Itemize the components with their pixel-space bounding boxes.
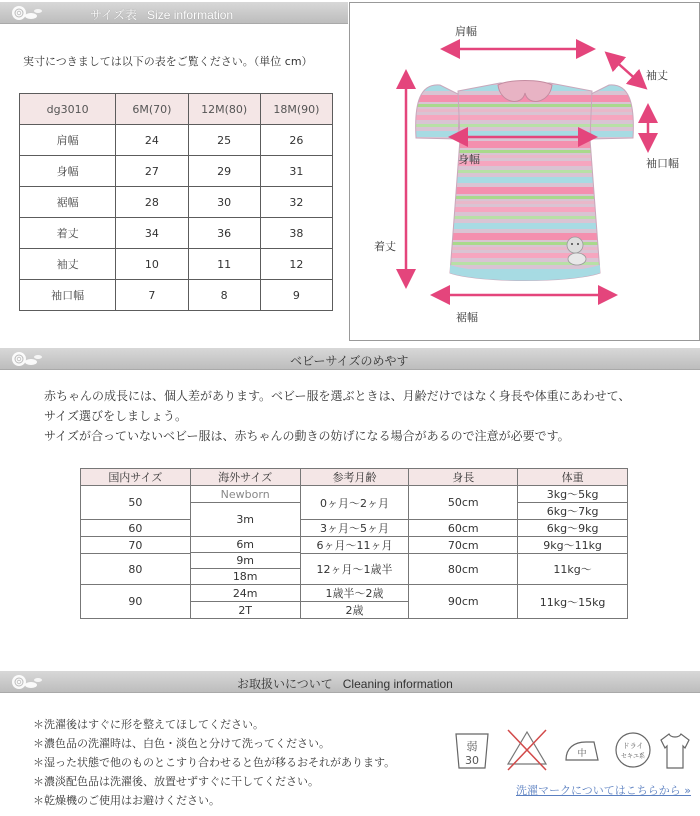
size-row-label: 袖丈 (20, 249, 116, 280)
hang-dry-icon (658, 728, 692, 772)
size-note: 実寸につきましては以下の表をご覧ください。（単位 cm） (23, 55, 313, 68)
age-cell: 6ヶ月〜11ヶ月 (300, 537, 409, 554)
table-row (81, 585, 628, 602)
size-cell: 10 (116, 249, 188, 280)
guide-paragraph: サイズが合っていないベビー服は、赤ちゃんの動きの妨げになる場合があるので注意が必要です。 (44, 429, 570, 443)
size-table-header: 18M(90) (260, 94, 332, 125)
size-info-title-en: Size information (147, 8, 234, 22)
table-row (81, 486, 628, 503)
jp-size-cell: 80 (81, 554, 191, 585)
left-sleeve (416, 85, 460, 139)
guide-table-header: 身長 (409, 469, 518, 486)
size-cell: 9 (260, 280, 332, 311)
size-cell: 12 (260, 249, 332, 280)
right-sleeve (589, 85, 633, 139)
dry-clean-bottom-label: セキユ系 (620, 753, 646, 760)
size-cell: 38 (260, 218, 332, 249)
table-row (20, 280, 333, 311)
shoulder-label: 肩幅 (455, 25, 477, 38)
cleaning-info-title-jp: お取扱いについて (237, 677, 333, 691)
weight-cell: 9kg〜11kg (518, 537, 628, 554)
size-info-header (0, 2, 348, 24)
table-row (20, 218, 333, 249)
size-row-label: 身幅 (20, 156, 116, 187)
jp-size-cell: 60 (81, 520, 191, 537)
length-label: 着丈 (374, 240, 396, 253)
table-row (81, 537, 628, 553)
list-item: ＊乾燥機のご使用はお避けください。 (33, 794, 220, 807)
weight-cell: 6kg〜7kg (518, 503, 628, 520)
sleeve-length-arrow (612, 58, 640, 83)
dry-clean-top-label: ドライ (622, 742, 644, 750)
guide-table-header: 国内サイズ (81, 469, 191, 486)
table-row (20, 187, 333, 218)
overseas-size-cell: 6m (190, 537, 300, 553)
garment-illustration (350, 3, 700, 342)
size-table-header: 12M(80) (188, 94, 260, 125)
table-row (20, 249, 333, 280)
guide-table-header: 体重 (518, 469, 628, 486)
baby-size-table (80, 468, 628, 619)
weight-cell: 11kg〜15kg (518, 585, 628, 619)
size-row-label: 裾幅 (20, 187, 116, 218)
overseas-size-cell: 9m (190, 553, 300, 569)
care-symbols (452, 728, 692, 776)
height-cell: 80cm (409, 554, 518, 585)
height-cell: 90cm (409, 585, 518, 619)
size-cell: 29 (188, 156, 260, 187)
overseas-size-cell: 2T (190, 602, 300, 619)
body-width-label: 身幅 (458, 153, 480, 166)
rose-icon (8, 4, 44, 22)
guide-table-header-row (81, 469, 628, 486)
guide-paragraph: サイズ選びをしましょう。 (44, 409, 188, 423)
wash-strength-label: 弱 (466, 740, 478, 753)
care-symbols-link[interactable]: 洗濯マークについてはこちらから » (516, 784, 692, 797)
age-cell: 3ヶ月〜5ヶ月 (300, 520, 409, 537)
cleaning-info-header (0, 671, 700, 693)
height-cell: 50cm (409, 486, 518, 520)
table-row (20, 156, 333, 187)
jp-size-cell: 70 (81, 537, 191, 554)
size-cell: 34 (116, 218, 188, 249)
size-cell: 11 (188, 249, 260, 280)
guide-table-header: 海外サイズ (190, 469, 300, 486)
sleeve-opening-label: 袖口幅 (646, 157, 679, 170)
iron-level-label: 中 (577, 749, 587, 759)
care-instructions-list (33, 715, 395, 810)
height-cell: 70cm (409, 537, 518, 554)
rose-icon (8, 350, 44, 368)
overseas-size-cell: 24m (190, 585, 300, 602)
rose-icon (8, 673, 44, 691)
guide-table-header: 参考月齢 (300, 469, 409, 486)
age-cell: 1歳半〜2歳 (300, 585, 409, 602)
size-cell: 30 (188, 187, 260, 218)
size-cell: 26 (260, 125, 332, 156)
jp-size-cell: 90 (81, 585, 191, 619)
size-table-header-row (20, 94, 333, 125)
list-item: ＊洗濯後はすぐに形を整えてほしてください。 (33, 718, 264, 731)
jp-size-cell: 50 (81, 486, 191, 520)
sleeve-length-label: 袖丈 (646, 69, 668, 82)
age-cell: 0ヶ月〜2ヶ月 (300, 486, 409, 520)
list-item: ＊濃色品の洗濯時は、白色・淡色と分けて洗ってください。 (33, 737, 330, 750)
dry-clean-icon (612, 728, 654, 772)
age-cell: 12ヶ月〜1歳半 (300, 554, 409, 585)
height-cell: 60cm (409, 520, 518, 537)
baby-size-guide-title: ベビーサイズのめやす (290, 354, 409, 368)
overseas-size-cell: Newborn (190, 486, 300, 503)
size-cell: 27 (116, 156, 188, 187)
overseas-size-cell: 18m (190, 569, 300, 585)
size-info-title-jp: サイズ表 (90, 8, 138, 22)
no-bleach-icon (504, 728, 550, 772)
weight-cell: 6kg〜9kg (518, 520, 628, 537)
age-cell: 2歳 (300, 602, 409, 619)
size-row-label: 着丈 (20, 218, 116, 249)
size-table (19, 93, 333, 311)
table-row (20, 125, 333, 156)
hem-width-label: 裾幅 (456, 311, 478, 324)
iron-medium-icon (560, 728, 604, 772)
size-table-header: dg3010 (20, 94, 116, 125)
size-cell: 25 (188, 125, 260, 156)
list-item: ＊湿った状態で他のものとこすり合わせると色が移るおそれがあります。 (33, 756, 396, 769)
cleaning-info-title-en: Cleaning information (342, 677, 453, 691)
baby-size-guide-header (0, 348, 700, 370)
size-row-label: 肩幅 (20, 125, 116, 156)
size-cell: 8 (188, 280, 260, 311)
size-cell: 36 (188, 218, 260, 249)
list-item: ＊濃淡配色品は洗濯後、放置せずすぐに干してください。 (33, 775, 319, 788)
size-cell: 7 (116, 280, 188, 311)
weight-cell: 3kg〜5kg (518, 486, 628, 503)
size-guide-text (44, 386, 630, 446)
overseas-size-cell: 3m (190, 503, 300, 537)
size-cell: 31 (260, 156, 332, 187)
size-table-header: 6M(70) (116, 94, 188, 125)
table-row (81, 554, 628, 569)
wash-temp-label: 30 (465, 754, 479, 767)
weight-cell: 11kg〜 (518, 554, 628, 585)
size-cell: 28 (116, 187, 188, 218)
size-cell: 32 (260, 187, 332, 218)
guide-paragraph: 赤ちゃんの成長には、個人差があります。ベビー服を選ぶときは、月齢だけではなく身長や体重にあわせて、 (44, 389, 631, 403)
measurement-diagram (349, 2, 700, 341)
hand-wash-30-icon (452, 728, 492, 772)
size-cell: 24 (116, 125, 188, 156)
size-row-label: 袖口幅 (20, 280, 116, 311)
